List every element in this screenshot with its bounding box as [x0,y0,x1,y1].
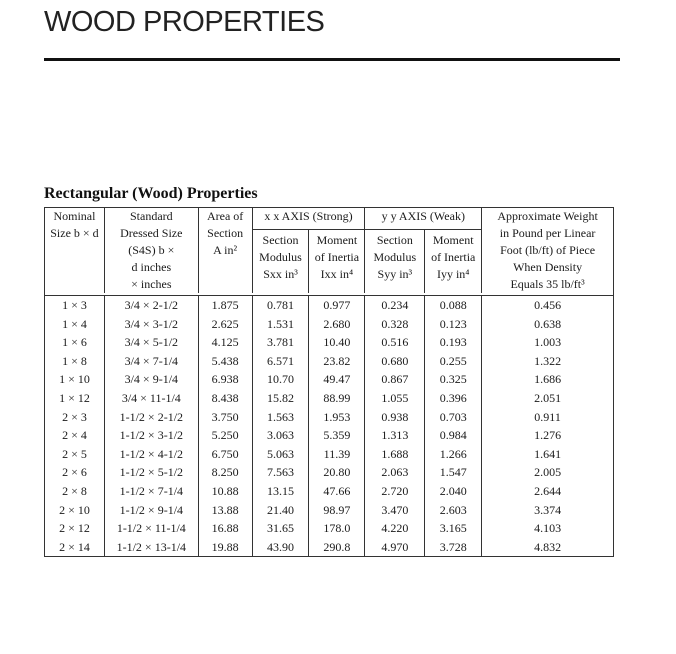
cell-ixx: 178.0 [309,519,365,538]
cell-nominal-size: 2 × 3 [62,409,87,424]
cell-nominal-size: 2 × 5 [62,446,87,461]
cell-sxx: 31.65 [252,519,309,538]
cell-dressed-size: 1-1/2 × 2-1/2 [104,408,198,427]
cell-weight: 2.051 [482,389,614,408]
cell-dressed-size: 1-1/2 × 11-1/4 [104,519,198,538]
table-row [45,315,614,334]
header-weight: Approximate Weight in Pound per Linear Foot (lb/ft) of Piece When Density Equals 35 lb/ft³ [482,208,614,294]
header-xx-axis: x x AXIS (Strong) [252,208,365,230]
cell-area: 4.125 [198,333,252,352]
table-row [45,501,614,520]
cell-iyy: 0.255 [425,352,482,371]
cell-syy: 0.516 [365,333,425,352]
cell-iyy: 0.984 [425,426,482,445]
cell-nominal-size: 1 × 4 [62,316,87,331]
table-row [45,370,614,389]
cell-dressed-size: 1-1/2 × 13-1/4 [104,538,198,557]
cell-dressed-size: 3/4 × 11-1/4 [104,389,198,408]
cell-nominal-size: 2 × 8 [62,483,87,498]
cell-area: 3.750 [198,408,252,427]
cell-ixx: 49.47 [309,370,365,389]
cell-iyy: 2.040 [425,482,482,501]
cell-dressed-size: 3/4 × 2-1/2 [104,296,198,315]
cell-dressed-size: 3/4 × 5-1/2 [104,333,198,352]
cell-sxx: 10.70 [252,370,309,389]
cell-area: 8.250 [198,463,252,482]
cell-sxx: 1.563 [252,408,309,427]
cell-iyy: 1.547 [425,463,482,482]
cell-weight: 0.911 [482,408,614,427]
cell-weight: 1.322 [482,352,614,371]
cell-weight: 0.456 [482,296,614,315]
cell-syy: 0.938 [365,408,425,427]
table-row [45,463,614,482]
cell-syy: 4.220 [365,519,425,538]
cell-weight: 3.374 [482,501,614,520]
cell-iyy: 3.165 [425,519,482,538]
header-ixx: Moment of Inertia Ixx in⁴ [309,229,365,293]
header-standard-size: Standard Dressed Size (S4S) b × d inches × inches [104,208,198,294]
cell-ixx: 10.40 [309,333,365,352]
page-title: WOOD PROPERTIES [44,6,325,38]
table-row [45,426,614,445]
table-caption: Rectangular (Wood) Properties [44,185,258,202]
cell-syy: 1.313 [365,426,425,445]
cell-weight: 1.003 [482,333,614,352]
cell-sxx: 0.781 [252,296,309,315]
cell-dressed-size: 3/4 × 9-1/4 [104,370,198,389]
cell-syy: 0.234 [365,296,425,315]
cell-ixx: 5.359 [309,426,365,445]
cell-weight: 4.832 [482,538,614,557]
cell-nominal-size: 1 × 3 [62,298,87,312]
cell-dressed-size: 1-1/2 × 3-1/2 [104,426,198,445]
cell-iyy: 0.396 [425,389,482,408]
cell-area: 5.250 [198,426,252,445]
cell-nominal-size: 1 × 8 [62,353,87,368]
cell-weight: 2.005 [482,463,614,482]
cell-sxx: 13.15 [252,482,309,501]
cell-area: 8.438 [198,389,252,408]
table-row [45,538,614,557]
cell-syy: 2.720 [365,482,425,501]
header-iyy: Moment of Inertia Iyy in⁴ [425,229,482,293]
cell-syy: 0.680 [365,352,425,371]
cell-iyy: 3.728 [425,538,482,557]
cell-ixx: 23.82 [309,352,365,371]
cell-area: 1.875 [198,296,252,315]
cell-dressed-size: 3/4 × 7-1/4 [104,352,198,371]
cell-area: 6.938 [198,370,252,389]
cell-nominal-size: 1 × 12 [59,390,90,405]
header-sxx: Section Modulus Sxx in³ [252,229,309,293]
cell-nominal-size: 2 × 6 [62,465,87,480]
cell-area: 16.88 [198,519,252,538]
table-body [45,296,614,557]
header-area: Area of Section A in² [198,208,252,294]
cell-ixx: 47.66 [309,482,365,501]
cell-ixx: 88.99 [309,389,365,408]
cell-sxx: 6.571 [252,352,309,371]
cell-area: 13.88 [198,501,252,520]
cell-iyy: 0.193 [425,333,482,352]
cell-area: 19.88 [198,538,252,557]
cell-sxx: 7.563 [252,463,309,482]
cell-area: 6.750 [198,445,252,464]
table-row [45,445,614,464]
cell-iyy: 2.603 [425,501,482,520]
cell-ixx: 0.977 [309,296,365,315]
cell-weight: 1.641 [482,445,614,464]
cell-ixx: 290.8 [309,538,365,557]
cell-syy: 2.063 [365,463,425,482]
cell-area: 5.438 [198,352,252,371]
cell-nominal-size: 2 × 10 [59,502,90,517]
title-rule [44,58,620,61]
table-row [45,333,614,352]
wood-properties-table [44,207,614,557]
header-syy: Section Modulus Syy in³ [365,229,425,293]
cell-syy: 1.688 [365,445,425,464]
cell-iyy: 0.325 [425,370,482,389]
cell-syy: 0.867 [365,370,425,389]
cell-syy: 1.055 [365,389,425,408]
cell-iyy: 0.703 [425,408,482,427]
table-row [45,519,614,538]
cell-ixx: 11.39 [309,445,365,464]
cell-dressed-size: 1-1/2 × 7-1/4 [104,482,198,501]
cell-nominal-size: 2 × 14 [59,539,90,554]
cell-ixx: 20.80 [309,463,365,482]
table-row [45,389,614,408]
cell-sxx: 1.531 [252,315,309,334]
cell-nominal-size: 1 × 10 [59,372,90,387]
cell-dressed-size: 1-1/2 × 4-1/2 [104,445,198,464]
table-row [45,352,614,371]
cell-sxx: 43.90 [252,538,309,557]
table-row [45,296,614,315]
table-row [45,482,614,501]
cell-syy: 0.328 [365,315,425,334]
cell-weight: 4.103 [482,519,614,538]
cell-nominal-size: 2 × 12 [59,521,90,536]
cell-weight: 1.686 [482,370,614,389]
cell-sxx: 15.82 [252,389,309,408]
cell-ixx: 2.680 [309,315,365,334]
cell-dressed-size: 3/4 × 3-1/2 [104,315,198,334]
cell-dressed-size: 1-1/2 × 5-1/2 [104,463,198,482]
cell-sxx: 5.063 [252,445,309,464]
cell-dressed-size: 1-1/2 × 9-1/4 [104,501,198,520]
cell-iyy: 0.123 [425,315,482,334]
cell-ixx: 98.97 [309,501,365,520]
header-yy-axis: y y AXIS (Weak) [365,208,482,230]
cell-nominal-size: 1 × 6 [62,335,87,350]
cell-ixx: 1.953 [309,408,365,427]
header-nominal: Nominal Size b × d [50,209,99,240]
cell-nominal-size: 2 × 4 [62,428,87,443]
cell-iyy: 0.088 [425,296,482,315]
cell-area: 10.88 [198,482,252,501]
cell-iyy: 1.266 [425,445,482,464]
cell-weight: 1.276 [482,426,614,445]
cell-sxx: 3.063 [252,426,309,445]
cell-syy: 3.470 [365,501,425,520]
cell-syy: 4.970 [365,538,425,557]
table-row [45,408,614,427]
cell-sxx: 21.40 [252,501,309,520]
cell-weight: 2.644 [482,482,614,501]
cell-weight: 0.638 [482,315,614,334]
cell-sxx: 3.781 [252,333,309,352]
cell-area: 2.625 [198,315,252,334]
